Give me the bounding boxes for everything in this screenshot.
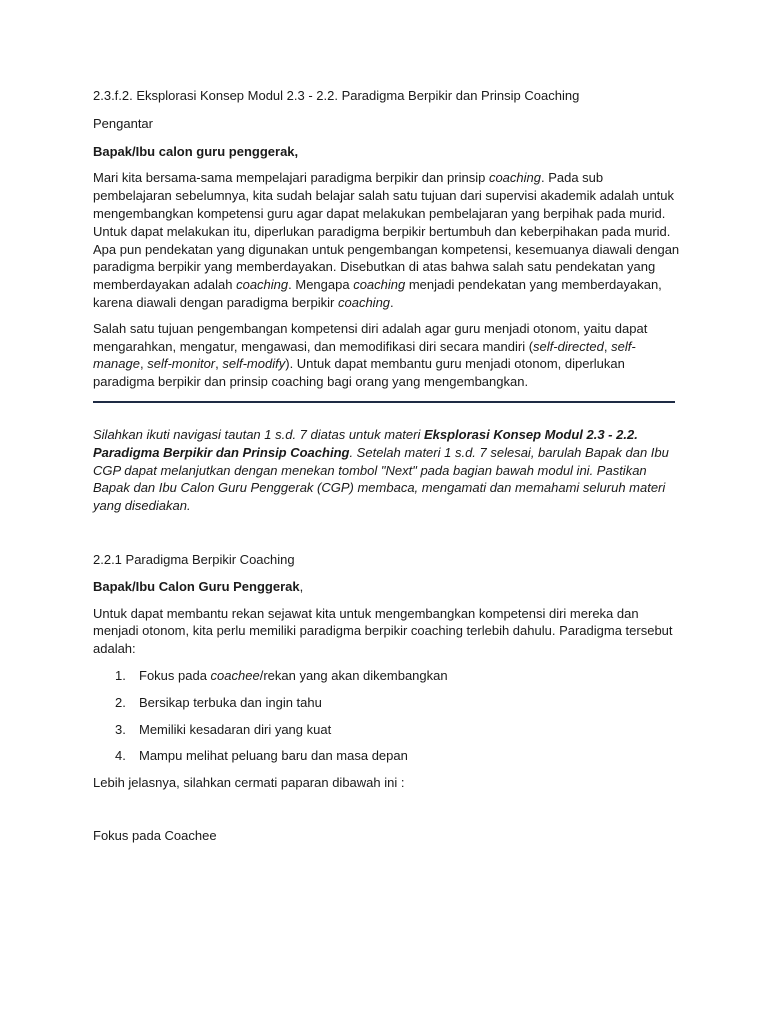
list-item: 4. Mampu melihat peluang baru dan masa depan — [115, 748, 408, 764]
section-intro: Untuk dapat membantu rekan sejawat kita untuk mengembangkan kompetensi diri mereka dan menjadi otonom, kita perlu memiliki paradigma berpikir coaching terlebih dahulu. Paradigma tersebut adalah: — [93, 605, 673, 657]
paradigm-list — [93, 667, 683, 765]
section-greeting: Bapak/Ibu Calon Guru Penggerak, — [93, 578, 304, 594]
greeting: Bapak/Ibu calon guru penggerak, — [93, 143, 299, 159]
subheading-pengantar: Pengantar — [93, 115, 153, 131]
paragraph-otonom: Salah satu tujuan pengembangan kompetensi diri adalah agar guru menjadi otonom, yaitu dapat mengarahkan, mengatur, mengawasi, dan memodifikasi diri secara mandiri (self-directed, self-manage, self-monitor, self-modify). Untuk dapat membantu guru menjadi otonom, diperlukan paradigma berpikir dan prinsip coaching bagi orang yang mengembangkan. — [93, 320, 648, 390]
list-item: 1. Fokus pada coachee/rekan yang akan dikembangkan — [115, 667, 448, 683]
document-title: 2.3.f.2. Eksplorasi Konsep Modul 2.3 - 2.2. Paradigma Berpikir dan Prinsip Coaching — [93, 88, 580, 103]
section-title: 2.2.1 Paradigma Berpikir Coaching — [93, 551, 295, 567]
list-item: 2. Bersikap terbuka dan ingin tahu — [115, 694, 322, 710]
subsection-heading: Fokus pada Coachee — [93, 827, 217, 843]
list-item: 3. Memiliki kesadaran diri yang kuat — [115, 721, 332, 737]
navigation-note: Silahkan ikuti navigasi tautan 1 s.d. 7 diatas untuk materi Eksplorasi Konsep Modul 2.3 - 2.2. Paradigma Berpikir dan Prinsip Coaching. Setelah materi 1 s.d. 7 selesai, barulah Bapak dan Ibu CGP dapat melanjutkan dengan menekan tombol "Next" pada bagian bawah modul ini. Pastikan Bapak dan Ibu Calon Guru Penggerak (CGP) membaca, mengamati dan memahami seluruh materi yang disediakan. — [93, 426, 669, 514]
paragraph-intro: Mari kita bersama-sama mempelajari paradigma berpikir dan prinsip coaching. Pada sub pembelajaran sebelumnya, kita sudah belajar salah satu tujuan dari supervisi akademik adalah untuk mengembangkan kompetensi guru agar dapat melakukan pembelajaran yang berpihak pada murid. Untuk dapat melakukan itu, diperlukan paradigma berpikir bertumbuh dan keberpihakan pada murid. Apa pun pendekatan yang digunakan untuk pengembangan kompetensi, kesemuanya diawali dengan paradigma berpikir yang memberdayakan. Disebutkan di atas bahwa salah satu pendekatan yang memberdayakan adalah coaching. Mengapa coaching menjadi pendekatan yang memberdayakan, karena diawali dengan paradigma berpikir coaching. — [93, 170, 680, 310]
horizontal-divider — [93, 401, 675, 403]
document-page — [93, 87, 683, 845]
closing-line: Lebih jelasnya, silahkan cermati paparan dibawah ini : — [93, 775, 405, 791]
